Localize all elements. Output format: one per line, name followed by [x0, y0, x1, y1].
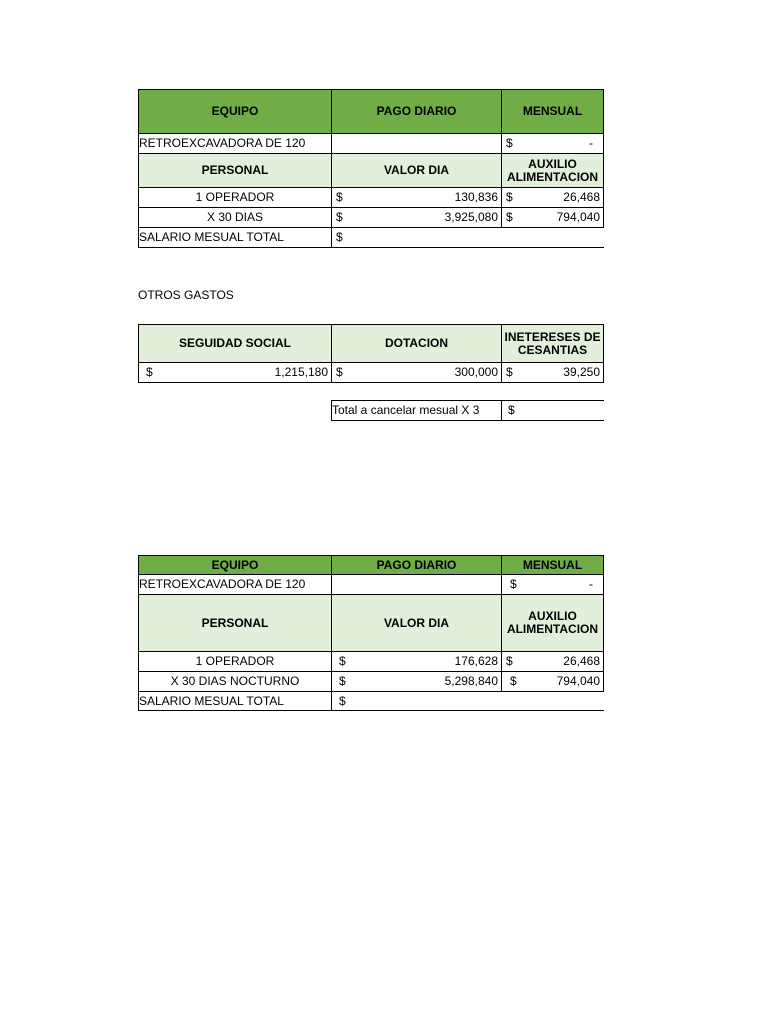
header-mensual: MENSUAL	[502, 90, 604, 134]
auxilio-value: 26,468	[563, 190, 600, 204]
valor-cell	[332, 188, 502, 208]
currency-symbol: $	[339, 674, 346, 688]
total-cancelar-label: Total a cancelar mesual X 3	[332, 401, 502, 421]
auxilio-value: 794,040	[556, 674, 600, 688]
seguridad-value: 1,215,180	[274, 365, 328, 379]
pago-diario-cell	[332, 575, 502, 595]
valor-cell	[332, 652, 502, 672]
valor-value: 3,925,080	[444, 210, 498, 224]
auxilio-cell	[502, 188, 604, 208]
currency-symbol: $	[506, 365, 513, 379]
mensual-value: -	[589, 136, 593, 150]
valor-cell	[332, 208, 502, 228]
total-empty-cell	[502, 692, 604, 711]
header-personal: PERSONAL	[139, 154, 332, 188]
header-valor-dia: VALOR DIA	[332, 154, 502, 188]
header-pago-diario: PAGO DIARIO	[332, 90, 502, 134]
intereses-cell	[502, 363, 604, 383]
otros-gastos-table	[138, 324, 604, 383]
otros-gastos-title: OTROS GASTOS	[138, 288, 234, 302]
row-label: 1 OPERADOR	[139, 188, 332, 208]
total-cell	[332, 692, 502, 711]
total-row	[139, 692, 604, 711]
currency-symbol: $	[336, 230, 343, 244]
currency-symbol: $	[336, 190, 343, 204]
currency-symbol: $	[339, 654, 346, 668]
auxilio-cell	[502, 672, 604, 692]
auxilio-cell	[502, 208, 604, 228]
seguridad-cell	[139, 363, 332, 383]
total-row	[139, 228, 604, 248]
total-cell	[332, 228, 502, 248]
currency-symbol: $	[146, 365, 153, 379]
equipment-name: RETROEXCAVADORA DE 120	[139, 575, 332, 595]
valor-value: 130,836	[454, 190, 498, 204]
equipment-table-1	[138, 89, 604, 248]
header-equipo: EQUIPO	[139, 556, 332, 575]
auxilio-cell	[502, 652, 604, 672]
mensual-value: -	[589, 577, 593, 591]
header-mensual: MENSUAL	[502, 556, 604, 575]
header-auxilio: AUXILIO ALIMENTACION	[502, 154, 604, 188]
dotacion-cell	[332, 363, 502, 383]
equipment-name: RETROEXCAVADORA DE 120	[139, 134, 332, 154]
personal-header-row	[139, 154, 604, 188]
row-label: 1 OPERADOR	[139, 652, 332, 672]
header-intereses-cesantias: INETERESES DE CESANTIAS	[502, 325, 604, 363]
table-header-row	[139, 90, 604, 134]
auxilio-value: 794,040	[556, 210, 600, 224]
valor-cell	[332, 672, 502, 692]
total-label: SALARIO MESUAL TOTAL	[139, 228, 332, 248]
currency-symbol: $	[336, 365, 343, 379]
total-empty-cell	[502, 228, 604, 248]
total-cancelar-table	[331, 400, 604, 421]
currency-symbol: $	[506, 190, 513, 204]
header-dotacion: DOTACION	[332, 325, 502, 363]
total-cancelar-cell	[502, 401, 604, 421]
currency-symbol: $	[510, 674, 517, 688]
header-pago-diario: PAGO DIARIO	[332, 556, 502, 575]
currency-symbol: $	[336, 210, 343, 224]
otros-header-row	[139, 325, 604, 363]
valor-value: 176,628	[454, 654, 498, 668]
mensual-cell	[502, 575, 604, 595]
auxilio-value: 26,468	[563, 654, 600, 668]
header-equipo: EQUIPO	[139, 90, 332, 134]
currency-symbol: $	[510, 577, 517, 591]
header-seguridad-social: SEGUIDAD SOCIAL	[139, 325, 332, 363]
header-personal: PERSONAL	[139, 595, 332, 652]
table-row	[139, 188, 604, 208]
pago-diario-cell	[332, 134, 502, 154]
currency-symbol: $	[506, 210, 513, 224]
intereses-value: 39,250	[563, 365, 600, 379]
table-row	[139, 652, 604, 672]
mensual-cell	[502, 134, 604, 154]
table-row	[139, 208, 604, 228]
currency-symbol: $	[506, 136, 513, 150]
row-label: X 30 DIAS NOCTURNO	[139, 672, 332, 692]
total-label: SALARIO MESUAL TOTAL	[139, 692, 332, 711]
equipment-table-2	[138, 555, 604, 711]
row-label: X 30 DIAS	[139, 208, 332, 228]
table-header-row	[139, 556, 604, 575]
equipment-row	[139, 575, 604, 595]
currency-symbol: $	[506, 654, 513, 668]
personal-header-row	[139, 595, 604, 652]
table-row	[139, 672, 604, 692]
valor-value: 5,298,840	[444, 674, 498, 688]
total-cancelar-row	[332, 401, 604, 421]
equipment-row	[139, 134, 604, 154]
dotacion-value: 300,000	[454, 365, 498, 379]
currency-symbol: $	[339, 693, 346, 708]
header-valor-dia: VALOR DIA	[332, 595, 502, 652]
currency-symbol: $	[508, 403, 515, 417]
header-auxilio: AUXILIO ALIMENTACION	[502, 595, 604, 652]
otros-values-row	[139, 363, 604, 383]
